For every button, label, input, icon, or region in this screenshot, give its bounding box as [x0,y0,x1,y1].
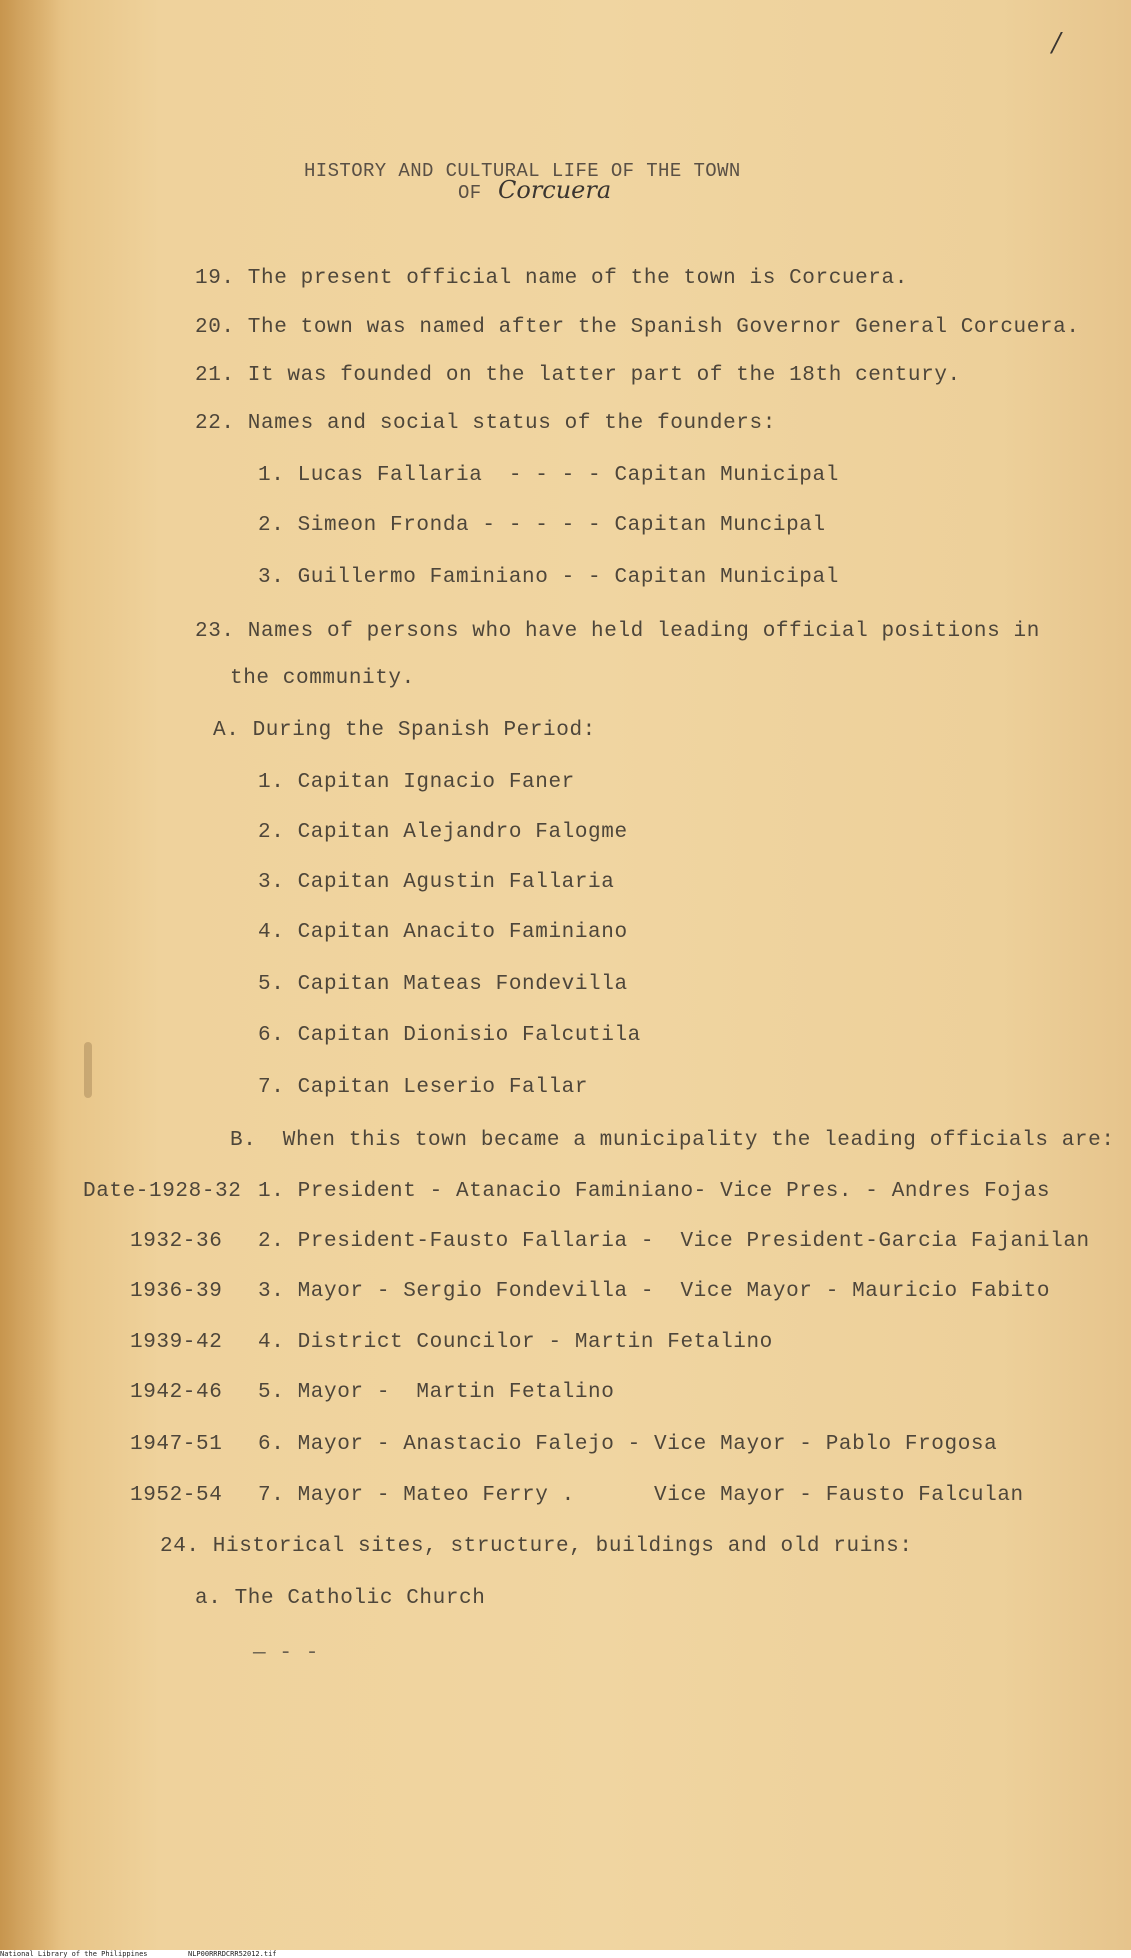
item-19: 19. The present official name of the town is Corcuera. [195,267,908,290]
municipal-official-7: 7. Mayor - Mateo Ferry . Vice Mayor - Fausto Falculan [258,1484,1024,1507]
spanish-official-4: 4. Capitan Anacito Faminiano [258,921,628,944]
item-20: 20. The town was named after the Spanish Governor General Corcuera. [195,316,1080,339]
term-date-7: 1952-54 [130,1484,223,1507]
footer-library: National Library of the Philippines [0,1950,148,1958]
page-edge-shadow [0,0,60,1950]
item-23: 23. Names of persons who have held leading official positions in [195,620,1040,643]
scan-footer [0,1950,1131,1958]
municipal-official-2: 2. President-Fausto Fallaria - Vice President-Garcia Fajanilan [258,1230,1090,1253]
term-date-1: Date-1928-32 [83,1180,242,1203]
page-mark: / [1052,28,1061,58]
municipal-official-3: 3. Mayor - Sergio Fondevilla - Vice Mayor - Mauricio Fabito [258,1280,1051,1303]
title-of: OF [458,182,482,204]
dash-marks: — - - [253,1642,320,1665]
term-date-2: 1932-36 [130,1230,223,1253]
municipality-heading: B. When this town became a municipality the leading officials are: [230,1129,1115,1152]
spanish-official-1: 1. Capitan Ignacio Faner [258,771,575,794]
spanish-period-heading: A. During the Spanish Period: [213,719,596,742]
page-title: HISTORY AND CULTURAL LIFE OF THE TOWN [304,160,741,182]
spanish-official-3: 3. Capitan Agustin Fallaria [258,871,615,894]
paper-stain [84,1042,92,1098]
municipal-official-1: 1. President - Atanacio Faminiano- Vice Pres. - Andres Fojas [258,1180,1051,1203]
item-21: 21. It was founded on the latter part of the 18th century. [195,364,961,387]
municipal-official-5: 5. Mayor - Martin Fetalino [258,1381,615,1404]
municipal-official-4: 4. District Councilor - Martin Fetalino [258,1331,773,1354]
spanish-official-2: 2. Capitan Alejandro Falogme [258,821,628,844]
item-23-cont: the community. [230,667,415,690]
historical-site-a: a. The Catholic Church [195,1587,486,1610]
item-24: 24. Historical sites, structure, buildings and old ruins: [160,1535,913,1558]
term-date-3: 1936-39 [130,1280,223,1303]
spanish-official-6: 6. Capitan Dionisio Falcutila [258,1024,641,1047]
item-22: 22. Names and social status of the founders: [195,412,776,435]
spanish-official-7: 7. Capitan Leserio Fallar [258,1076,589,1099]
municipal-official-6: 6. Mayor - Anastacio Falejo - Vice Mayor - Pablo Frogosa [258,1433,998,1456]
term-date-6: 1947-51 [130,1433,223,1456]
term-date-5: 1942-46 [130,1381,223,1404]
spanish-official-5: 5. Capitan Mateas Fondevilla [258,973,628,996]
founder-3: 3. Guillermo Faminiano - - Capitan Municipal [258,566,839,589]
footer-filename: NLP00RRRDCRR52012.tif [188,1950,277,1958]
founder-1: 1. Lucas Fallaria - - - - Capitan Municipal [258,464,839,487]
founder-2: 2. Simeon Fronda - - - - - Capitan Muncipal [258,514,826,537]
handwritten-town-name: Corcuera [498,176,612,204]
term-date-4: 1939-42 [130,1331,223,1354]
